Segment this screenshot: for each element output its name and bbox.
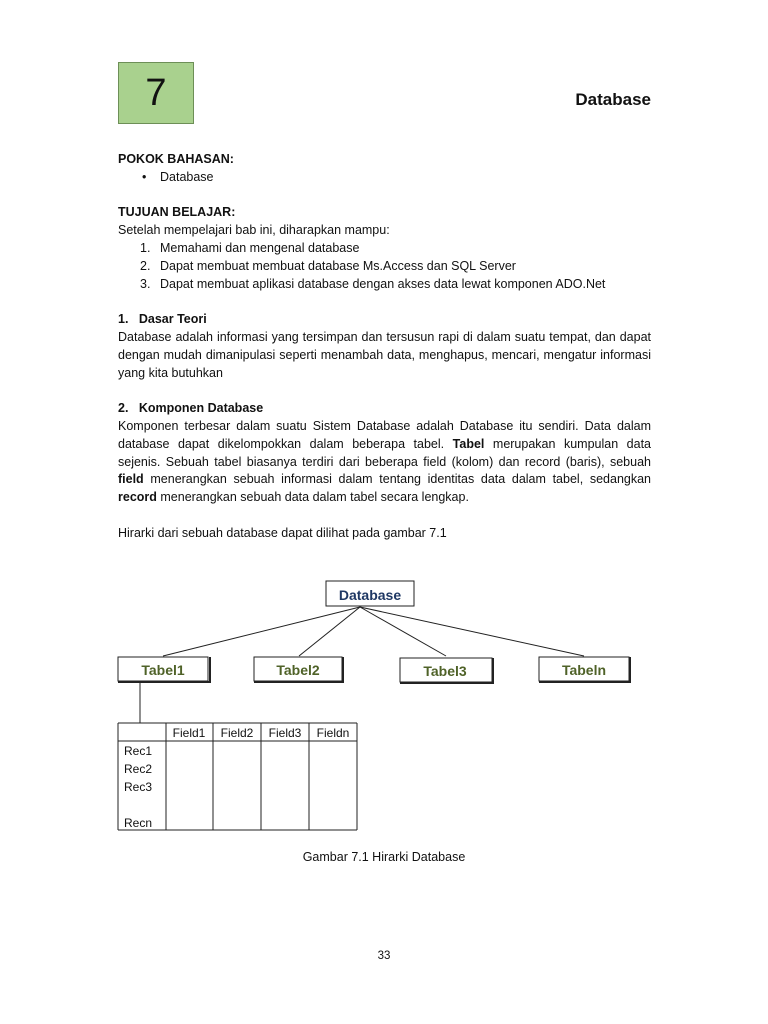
field-header: Field2 (220, 726, 254, 740)
node-tabel3: Tabel3 (423, 663, 467, 679)
node-tabeln: Tabeln (561, 662, 607, 678)
field-header: Fieldn (316, 726, 350, 740)
figure-caption: Gambar 7.1 Hirarki Database (302, 850, 466, 864)
record-label: Rec1 (124, 744, 153, 758)
tujuan-item: 1. Memahami dan mengenal database (140, 240, 360, 255)
tujuan-intro: Setelah mempelajari bab ini, diharapkan mampu: (118, 223, 390, 238)
node-tabel1: Tabel1 (141, 662, 185, 678)
tujuan-item: 3. Dapat membuat aplikasi database dengan akses data lewat komponen ADO.Net (140, 276, 606, 291)
page-number: 33 (377, 950, 391, 962)
pokok-item: • Database (142, 169, 651, 187)
record-label: Rec2 (124, 762, 153, 776)
tujuan-item: 2. Dapat membuat membuat database Ms.Access dan SQL Server (140, 258, 516, 273)
tujuan-heading: TUJUAN BELAJAR: (118, 205, 236, 220)
field-header: Field3 (268, 726, 302, 740)
node-database: Database (338, 587, 402, 603)
pokok-heading: POKOK BAHASAN: (118, 152, 234, 166)
section2-body: Komponen terbesar dalam suatu Sistem Database adalah Database itu sendiri. Data dalam database dapat dikelompokkan dalam beberapa tabel. Tabel merupakan kumpulan data sejenis. Sebuah tabel biasanya terdiri dari beberapa field (kolom) dan record (baris), sebuah field menerangkan sebuah informasi dalam tentang identitas data dalam tabel, sedangkan record menerangkan sebuah data dalam tabel secara lengkap. (118, 418, 652, 505)
record-label: Recn (124, 816, 153, 830)
section2-heading: 2. Komponen Database (118, 401, 264, 416)
section1-body: Database adalah informasi yang tersimpan dan tersusun rapi di dalam suatu tempat, dan dapat dengan mudah dimanipulasi seperti menambah data, menghapus, mencari, mengatur informasi yang kita butuhkan (118, 329, 651, 380)
hirarki-text: Hirarki dari sebuah database dapat dilihat pada gambar 7.1 (118, 525, 447, 540)
record-label: Rec3 (124, 780, 153, 794)
node-tabel2: Tabel2 (276, 662, 320, 678)
table-nodes (118, 657, 631, 684)
chapter-title: Database (575, 90, 651, 109)
section1-heading: 1. Dasar Teori (118, 312, 207, 327)
chapter-number: 7 (145, 71, 167, 114)
field-header: Field1 (172, 726, 206, 740)
